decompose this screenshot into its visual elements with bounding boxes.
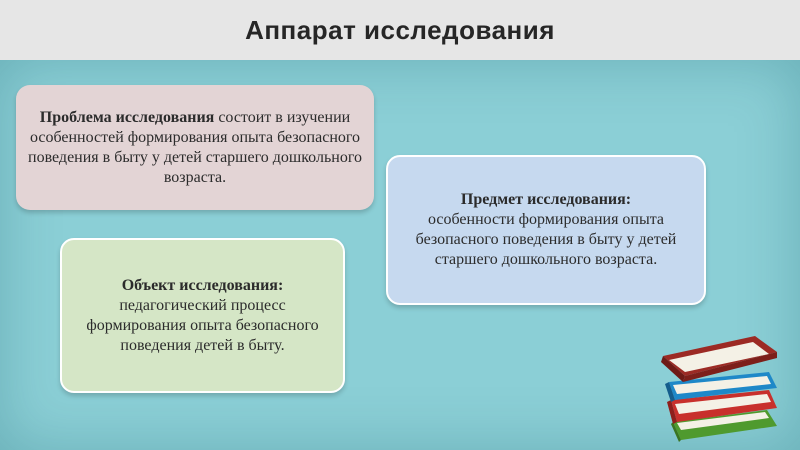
slide-title: Аппарат исследования — [245, 14, 555, 45]
research-object-heading: Объект исследования: — [121, 276, 284, 294]
books-stack-icon — [655, 330, 785, 442]
research-problem-text — [16, 108, 374, 188]
research-problem-heading: Проблема исследования — [39, 108, 215, 126]
research-subject-heading: Предмет исследования: — [460, 191, 632, 208]
research-problem-body: состоит в изучении особенностей формирования опыта безопасного поведения в быту у детей старшего дошкольного возраста. — [28, 108, 362, 186]
research-object-body: педагогический процесс формирования опыта безопасного поведения детей в быту. — [86, 296, 319, 354]
research-subject-text — [388, 190, 704, 270]
research-problem-box — [16, 85, 374, 210]
research-subject-body: особенности формирования опыта безопасного поведения в быту у детей старшего дошкольного возраста. — [415, 211, 677, 268]
title-bar — [0, 0, 800, 60]
research-object-text — [62, 276, 343, 356]
research-subject-box — [386, 155, 706, 305]
research-object-box — [60, 238, 345, 393]
